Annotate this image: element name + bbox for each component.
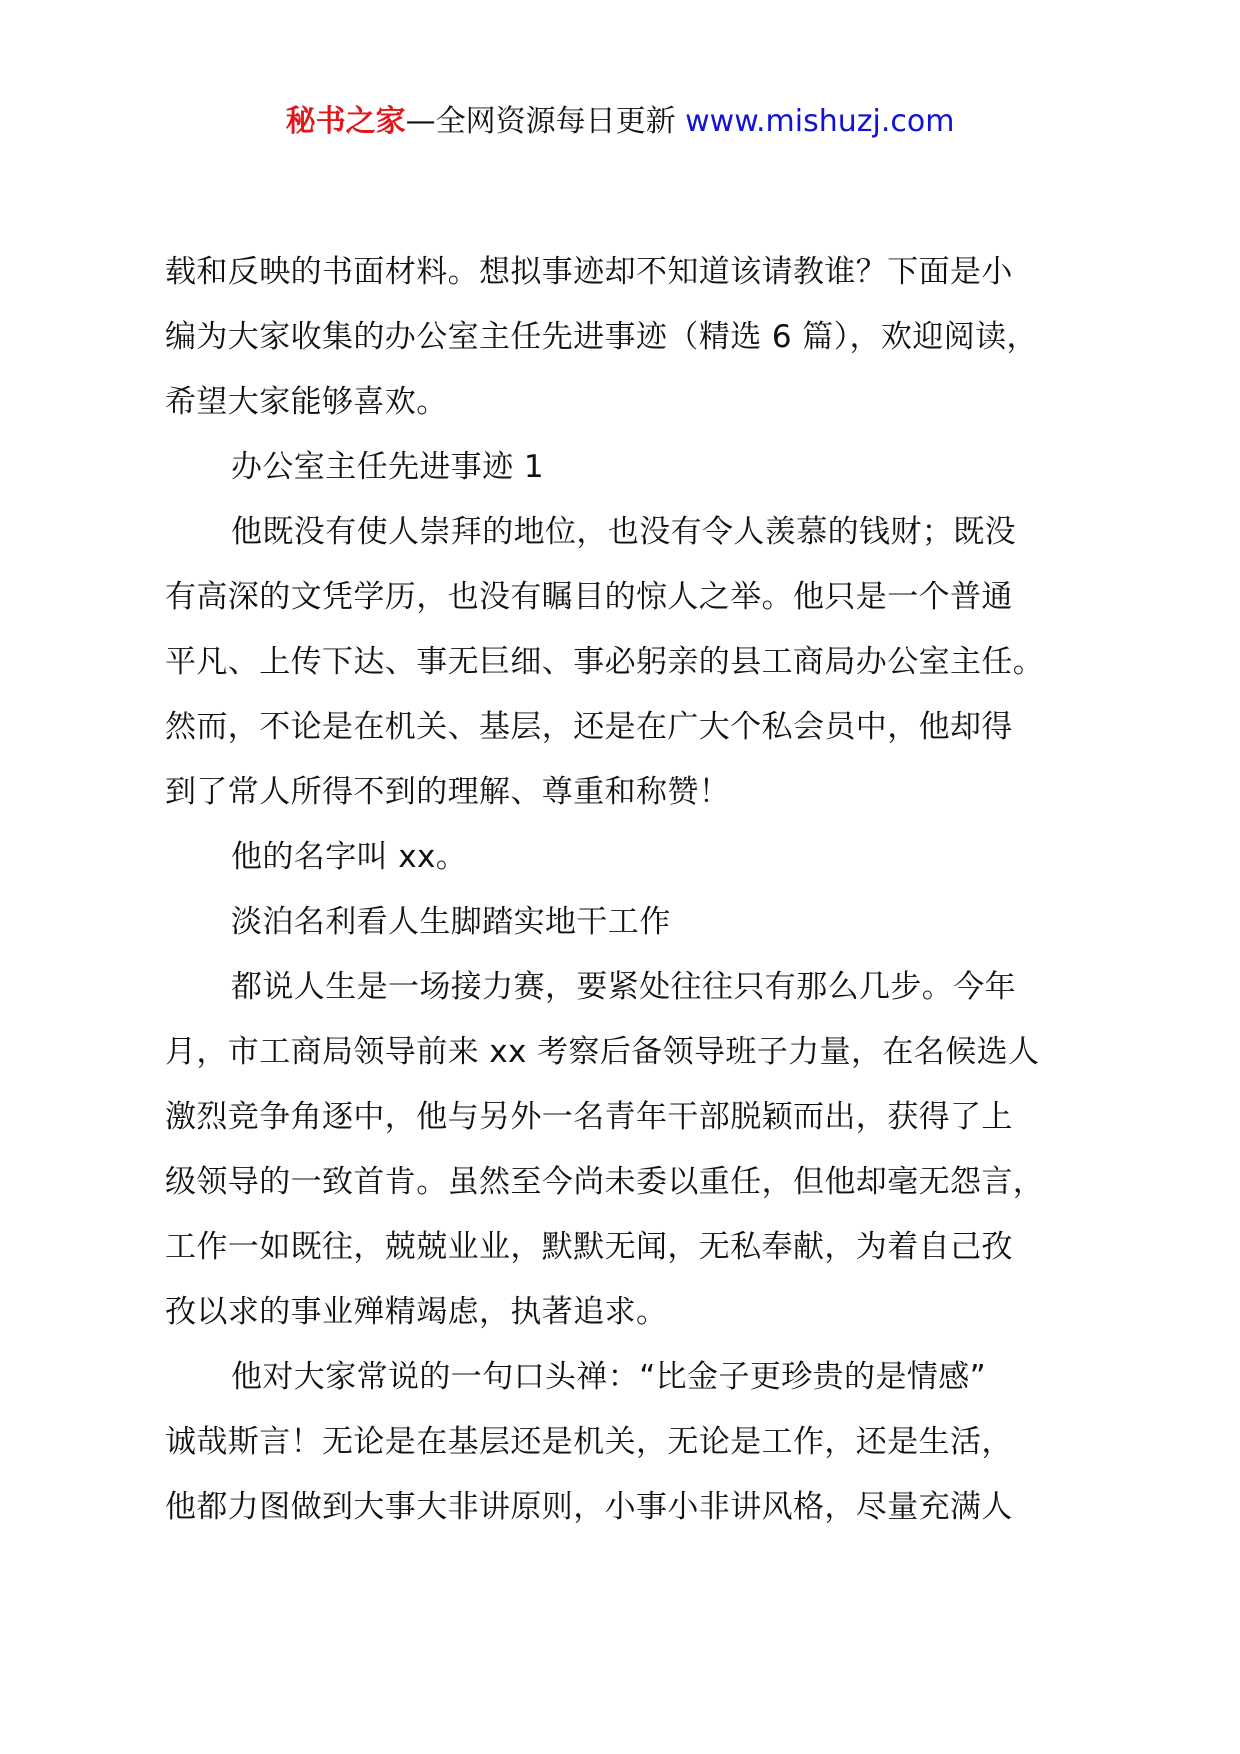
- text-line: 他的名字叫 xx。: [231, 839, 468, 875]
- section-heading: 办公室主任先进事迹 1: [231, 449, 544, 485]
- text-line: 他对大家常说的一句口头禅：“比金子更珍贵的是情感”: [231, 1359, 987, 1395]
- document-body: [165, 240, 1125, 1540]
- text-line: 都说人生是一场接力赛，要紧处往往只有那么几步。今年: [231, 969, 1016, 1005]
- site-header: [0, 100, 1240, 144]
- text-line: 载和反映的书面材料。想拟事迹却不知道该请教谁？下面是小: [165, 254, 1013, 290]
- text-line: 级领导的一致首肯。虽然至今尚未委以重任，但他却毫无怨言，: [165, 1164, 1045, 1200]
- text-line: 月，市工商局领导前来 xx 考察后备领导班子力量，在名候选人: [165, 1034, 1040, 1070]
- text-line: 编为大家收集的办公室主任先进事迹（精选 6 篇），欢迎阅读，: [165, 319, 1038, 355]
- text-line: 他都力图做到大事大非讲原则，小事小非讲风格，尽量充满人: [165, 1489, 1013, 1525]
- text-line: 然而，不论是在机关、基层，还是在广大个私会员中，他却得: [165, 709, 1013, 745]
- text-line: 希望大家能够喜欢。: [165, 384, 448, 420]
- text-line: 诚哉斯言！无论是在基层还是机关，无论是工作，还是生活，: [165, 1424, 1013, 1460]
- text-line: 工作一如既往，兢兢业业，默默无闻，无私奉献，为着自己孜: [165, 1229, 1013, 1265]
- text-line: 到了常人所得不到的理解、尊重和称赞！: [165, 774, 731, 810]
- site-brand: 秘书之家: [285, 104, 406, 139]
- site-url-link[interactable]: www.mishuzj.com: [685, 104, 955, 139]
- text-line: 激烈竞争角逐中，他与另外一名青年干部脱颖而出，获得了上: [165, 1099, 1013, 1135]
- site-slogan: —全网资源每日更新: [405, 104, 686, 139]
- text-line: 他既没有使人崇拜的地位，也没有令人羡慕的钱财；既没: [231, 514, 1016, 550]
- text-line: 孜以求的事业殚精竭虑，执著追求。: [165, 1294, 668, 1330]
- text-line: 有高深的文凭学历，也没有瞩目的惊人之举。他只是一个普通: [165, 579, 1013, 615]
- text-line: 平凡、上传下达、事无巨细、事必躬亲的县工商局办公室主任。: [165, 644, 1045, 680]
- subheading: 淡泊名利看人生脚踏实地干工作: [231, 904, 671, 940]
